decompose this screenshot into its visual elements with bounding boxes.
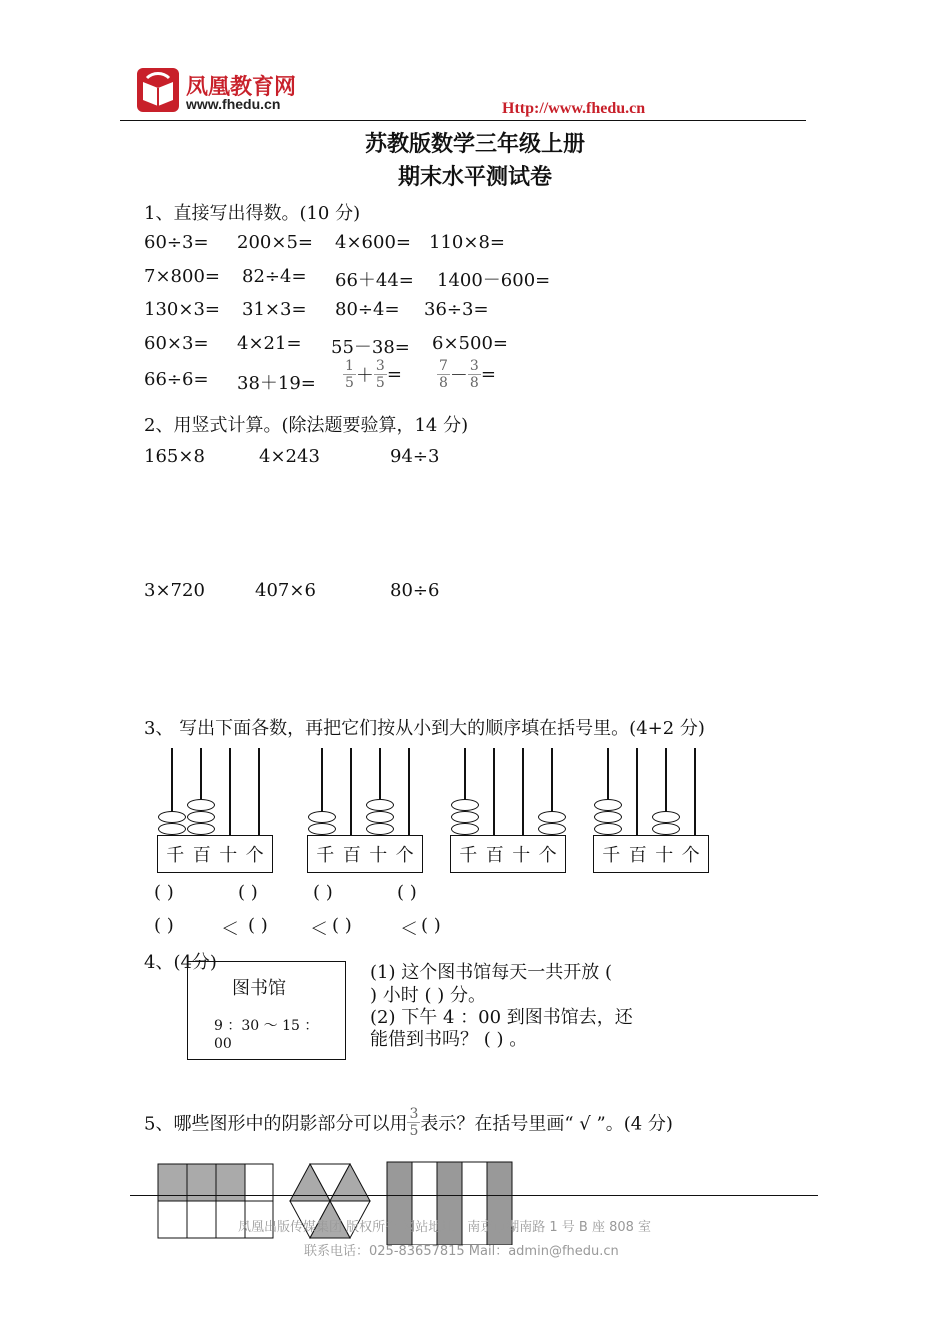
abacus-bead xyxy=(187,799,215,811)
abacus-bead xyxy=(308,811,336,823)
abacus-bead xyxy=(158,823,186,835)
q5-heading-post: 表示？在括号里画“ √ ”。(4 分) xyxy=(420,1113,673,1135)
brand-url: www.fhedu.cn xyxy=(186,96,281,112)
abacus-rod xyxy=(522,748,524,835)
place-label: 十 xyxy=(512,845,531,866)
abacus-bead xyxy=(451,811,479,823)
library-sign-title: 图书馆 xyxy=(232,978,286,999)
q3-answer-4[interactable]: ( ) xyxy=(397,882,417,903)
place-label: 个 xyxy=(245,845,264,866)
place-label: 千 xyxy=(166,845,185,866)
plus-sign: ＋ xyxy=(355,365,374,387)
abacus-bead xyxy=(652,823,680,835)
q1-r2-c4: 1400－600= xyxy=(437,270,551,291)
q4-question1-line2: ) 小时 ( ) 分。 xyxy=(370,985,486,1006)
q3-heading: 3、 写出下面各数，再把它们按从小到大的顺序填在括号里。(4+2 分) xyxy=(144,718,705,739)
place-label: 千 xyxy=(459,845,478,866)
place-label: 十 xyxy=(369,845,388,866)
abacus-rod xyxy=(350,748,352,835)
abacus-bead xyxy=(187,811,215,823)
place-label: 个 xyxy=(538,845,557,866)
footer-line1: 凤凰出版传媒集团 版权所有 网站地址：南京市湖南路 1 号 B 座 808 室 xyxy=(238,1220,652,1235)
q2-r2-c3: 80÷6 xyxy=(390,580,440,601)
q2-heading: 2、用竖式计算。(除法题要验算，14 分) xyxy=(144,415,469,436)
site-url[interactable]: Http://www.fhedu.cn xyxy=(502,100,646,117)
fraction: $\frac{3}{5}$ xyxy=(375,358,385,391)
abacus-bead xyxy=(594,811,622,823)
abacus-bead xyxy=(594,799,622,811)
fraction: $\frac{3}{5}$ xyxy=(409,1106,419,1139)
q1-r1-c4: 110×8= xyxy=(429,232,505,253)
abacus-rod xyxy=(258,748,260,835)
q1-r4-c3: 55－38= xyxy=(331,337,410,358)
library-sign xyxy=(187,961,346,1060)
abacus-rod xyxy=(408,748,410,835)
q1-r1-c1: 60÷3= xyxy=(144,232,209,253)
abacus-bead xyxy=(187,823,215,835)
place-label: 个 xyxy=(395,845,414,866)
place-label: 百 xyxy=(628,845,647,866)
q1-r5-c1: 66÷6= xyxy=(144,369,209,390)
place-label: 十 xyxy=(655,845,674,866)
abacus-bead xyxy=(451,823,479,835)
abacus-bead xyxy=(366,799,394,811)
fraction: $\frac{1}{5}$ xyxy=(345,358,354,391)
q2-r1-c1: 165×8 xyxy=(144,446,205,467)
q1-r3-c3: 80÷4= xyxy=(335,299,400,320)
less-than-sign: ＜ xyxy=(221,919,239,940)
place-label: 十 xyxy=(219,845,238,866)
abacus-bead xyxy=(538,823,566,835)
library-sign-hours: 9 ：30 ～ 15 ：00 xyxy=(214,1018,319,1052)
q5-heading xyxy=(144,1106,673,1139)
equals-sign: = xyxy=(480,364,496,385)
q3-order-1[interactable]: ( ) xyxy=(154,915,174,936)
abacus-bead xyxy=(538,811,566,823)
place-label: 百 xyxy=(485,845,504,866)
title-line1: 苏教版数学三年级上册 xyxy=(364,132,585,157)
footer-rule xyxy=(130,1195,818,1196)
place-label: 千 xyxy=(316,845,335,866)
fraction: $\frac{3}{8}$ xyxy=(469,358,479,391)
q1-r4-c1: 60×3= xyxy=(144,333,209,354)
q4-question1-line1: (1) 这个图书馆每天一共开放 ( xyxy=(370,962,612,983)
q4-question2-line2: 能借到书吗？ ( ) 。 xyxy=(370,1029,528,1050)
equals-sign: = xyxy=(386,364,402,385)
abacus-bead xyxy=(652,811,680,823)
minus-sign: － xyxy=(449,365,468,387)
q3-answer-3[interactable]: ( ) xyxy=(313,882,333,903)
abacus-bead xyxy=(366,823,394,835)
q1-r4-c4: 6×500= xyxy=(432,333,508,354)
less-than-sign: ＜ xyxy=(310,919,328,940)
place-label: 个 xyxy=(681,845,700,866)
place-label: 千 xyxy=(602,845,621,866)
brand-name: 凤凰教育网 xyxy=(186,75,297,100)
q1-r2-c3: 66＋44= xyxy=(335,270,414,291)
q2-r2-c1: 3×720 xyxy=(144,580,205,601)
place-label: 百 xyxy=(342,845,361,866)
q3-answer-1[interactable]: ( ) xyxy=(154,882,174,903)
q1-r1-c2: 200×5= xyxy=(237,232,313,253)
abacus-bead xyxy=(308,823,336,835)
title-line2: 期末水平测试卷 xyxy=(397,165,552,190)
abacus-rod xyxy=(229,748,231,835)
abacus-bead xyxy=(594,823,622,835)
abacus-rod xyxy=(493,748,495,835)
less-than-sign: ＜ xyxy=(400,919,418,940)
q3-order-4[interactable]: ( ) xyxy=(421,915,441,936)
abacus-place-labels xyxy=(307,835,423,873)
q3-order-3[interactable]: ( ) xyxy=(332,915,352,936)
abacus-rod xyxy=(694,748,696,835)
abacus-rod xyxy=(636,748,638,835)
q2-r1-c2: 4×243 xyxy=(259,446,320,467)
q2-r1-c3: 94÷3 xyxy=(390,446,440,467)
q1-r2-c1: 7×800= xyxy=(144,266,220,287)
abacus-place-labels xyxy=(593,835,709,873)
q1-r3-c2: 31×3= xyxy=(242,299,307,320)
q1-r4-c2: 4×21= xyxy=(237,333,302,354)
q4-question2-line1: (2) 下午 4 ：00 到图书馆去，还 xyxy=(370,1007,633,1028)
abacus-bead xyxy=(366,811,394,823)
q1-r3-c1: 130×3= xyxy=(144,299,220,320)
abacus-place-labels xyxy=(157,835,273,873)
q4-heading: 4、(4分) xyxy=(144,952,217,973)
abacus-place-labels xyxy=(450,835,566,873)
q2-r2-c2: 407×6 xyxy=(255,580,316,601)
q3-order-2[interactable]: ( ) xyxy=(248,915,268,936)
abacus-bead xyxy=(158,811,186,823)
q1-r5-c2: 38＋19= xyxy=(237,373,316,394)
q5-heading-pre: 5、哪些图形中的阴影部分可以用 xyxy=(144,1113,408,1135)
abacus-bead xyxy=(451,799,479,811)
place-label: 百 xyxy=(192,845,211,866)
fraction: $\frac{7}{8}$ xyxy=(439,358,448,391)
q1-r3-c4: 36÷3= xyxy=(424,299,489,320)
q1-r1-c3: 4×600= xyxy=(335,232,411,253)
q1-r2-c2: 82÷4= xyxy=(242,266,307,287)
footer-line2: 联系电话：025-83657815 Mail：admin@fhedu.cn xyxy=(304,1244,619,1259)
q3-answer-2[interactable]: ( ) xyxy=(238,882,258,903)
q1-heading: 1、直接写出得数。(10 分) xyxy=(144,203,361,224)
